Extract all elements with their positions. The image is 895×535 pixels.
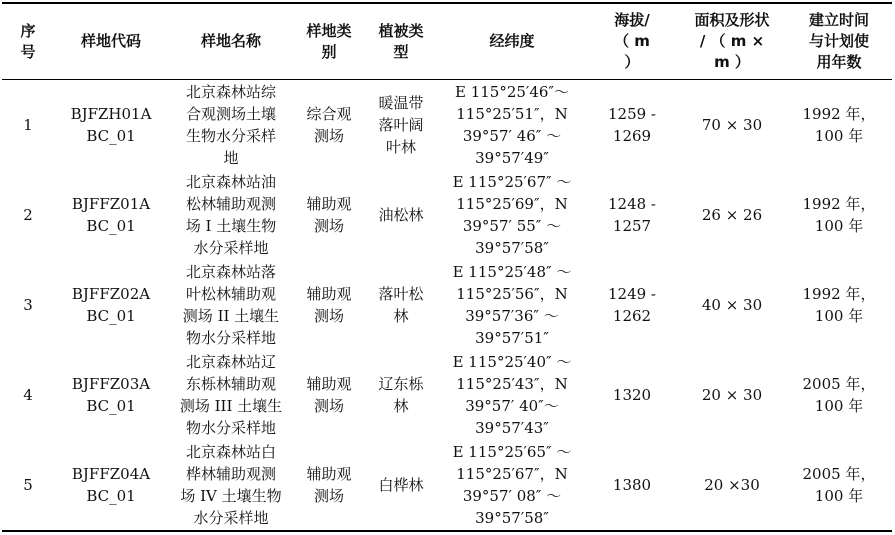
- cell-plot-name: 北京森林站落 叶松林辅助观 测场 II 土壤生 物水分采样地: [182, 263, 280, 347]
- cell-altitude: 1320: [612, 386, 652, 404]
- cell-established-years: 1992 年， 100 年: [802, 105, 876, 145]
- cell-established-years: 2005 年， 100 年: [802, 375, 876, 415]
- header-index: 序 号: [2, 3, 54, 80]
- cell-plot-type: 辅助观 测场: [306, 375, 352, 415]
- header-established-years: 建立时间 与计划使 用年数: [786, 3, 892, 80]
- cell-plot-code: BJFFZ04A BC_01: [54, 440, 168, 531]
- cell-altitude: 1259 - 1269: [607, 105, 656, 145]
- cell-area-shape: 20 × 30: [701, 386, 763, 404]
- cell-altitude: 1249 - 1262: [607, 285, 656, 325]
- cell-index: 3: [23, 296, 33, 314]
- cell-plot-name: 北京森林站白 桦林辅助观测 场 IV 土壤生物 水分采样地: [168, 440, 294, 531]
- table-row: [2, 350, 892, 440]
- cell-index: 2: [23, 206, 33, 224]
- header-coordinates: 经纬度: [438, 3, 586, 80]
- header-vegetation-type: 植被类 型: [364, 3, 438, 80]
- cell-vegetation-type: 辽东栎 林: [378, 375, 424, 415]
- cell-index: 1: [23, 116, 33, 134]
- cell-established-years: 1992 年， 100 年: [802, 195, 876, 235]
- cell-plot-type: 综合观 测场: [306, 105, 352, 145]
- cell-coordinates: E 115°25′40″ ～ 115°25′43″，N 39°57′ 40″～ 39°57′43″: [452, 353, 572, 437]
- plot-table: [2, 2, 892, 532]
- cell-vegetation-type: 油松林: [378, 206, 424, 224]
- cell-plot-type: 辅助观 测场: [306, 285, 352, 325]
- cell-plot-code: BJFZH01A BC_01: [70, 105, 152, 145]
- header-altitude: 海拔/ （ m ）: [586, 3, 678, 80]
- cell-plot-name: 北京森林站辽 东栎林辅助观 测场 III 土壤生 物水分采样地: [179, 353, 283, 437]
- cell-area-shape: 70 × 30: [701, 116, 763, 134]
- cell-altitude: 1248 - 1257: [607, 195, 656, 235]
- cell-established-years: 2005 年， 100 年: [786, 440, 892, 531]
- cell-vegetation-type: 白桦林: [364, 440, 438, 531]
- cell-altitude: 1380: [586, 440, 678, 531]
- table-header-row: [2, 3, 892, 80]
- header-area-shape: 面积及形状 / （ m × m ）: [678, 3, 786, 80]
- cell-area-shape: 20 ×30: [678, 440, 786, 531]
- cell-plot-code: BJFFZ03A BC_01: [71, 375, 151, 415]
- table-row: [2, 260, 892, 350]
- cell-plot-type: 辅助观 测场: [294, 440, 364, 531]
- cell-plot-code: BJFFZ01A BC_01: [71, 195, 151, 235]
- cell-coordinates: E 115°25′65″ ～ 115°25′67″，N 39°57′ 08″ ～ 39°57′58″: [438, 440, 586, 531]
- table-row: [2, 80, 892, 171]
- cell-vegetation-type: 落叶松 林: [378, 285, 424, 325]
- cell-vegetation-type: 暖温带 落叶阔 叶林: [378, 94, 424, 156]
- cell-coordinates: E 115°25′48″ ～ 115°25′56″，N 39°57′36″ ～ 39°57′51″: [452, 263, 572, 347]
- cell-coordinates: E 115°25′46″～ 115°25′51″，N 39°57′ 46″ ～ 39°57′49″: [454, 83, 570, 167]
- cell-plot-name: 北京森林站油 松林辅助观测 场 I 土壤生物 水分采样地: [185, 173, 277, 257]
- cell-area-shape: 40 × 30: [701, 296, 763, 314]
- cell-established-years: 1992 年， 100 年: [802, 285, 876, 325]
- table-row: [2, 440, 892, 531]
- cell-index: 5: [2, 440, 54, 531]
- cell-area-shape: 26 × 26: [701, 206, 763, 224]
- cell-coordinates: E 115°25′67″ ～ 115°25′69″，N 39°57′ 55″ ～ 39°57′58″: [452, 173, 572, 257]
- cell-plot-code: BJFFZ02A BC_01: [71, 285, 151, 325]
- cell-plot-name: 北京森林站综 合观测场土壤 生物水分采样 地: [185, 83, 276, 167]
- header-plot-type: 样地类 别: [294, 3, 364, 80]
- table-row: [2, 170, 892, 260]
- header-plot-code: 样地代码: [54, 3, 168, 80]
- header-plot-name: 样地名称: [168, 3, 294, 80]
- cell-plot-type: 辅助观 测场: [306, 195, 352, 235]
- cell-index: 4: [23, 386, 33, 404]
